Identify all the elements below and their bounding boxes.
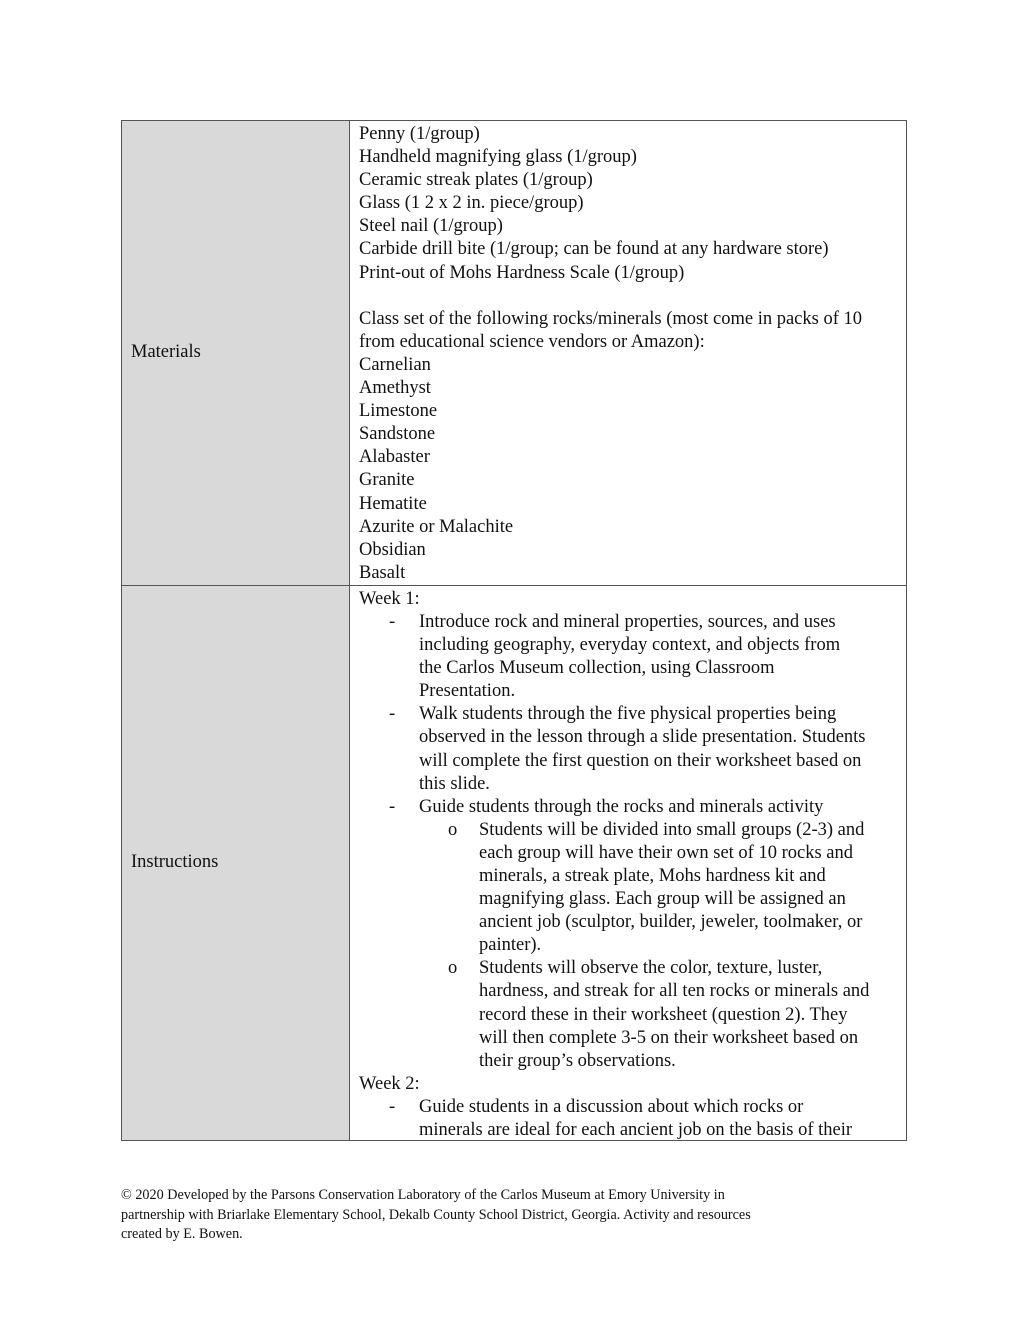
rock-item: Basalt <box>359 562 406 583</box>
week1-bullet-item <box>359 703 900 795</box>
sub-bullet-line: Students will be divided into small groups (2-3) and <box>479 819 865 840</box>
lesson-plan-table <box>121 120 907 1141</box>
footer-line: created by E. Bowen. <box>121 1226 243 1242</box>
week1-bullet-item <box>359 796 900 819</box>
supplies-list <box>359 123 900 285</box>
class-set-intro <box>359 308 900 354</box>
dash-bullet: - <box>389 1096 396 1117</box>
bullet-line: this slide. <box>419 773 490 794</box>
week1-bullet-item <box>359 611 900 703</box>
instructions-row <box>122 585 907 1140</box>
intro-line: from educational science vendors or Amazon): <box>359 331 705 352</box>
copyright-footer <box>121 1186 907 1245</box>
sub-bullet-line: will then complete 3-5 on their worksheet based on <box>479 1027 859 1048</box>
footer-line: partnership with Briarlake Elementary School, Dekalb County School District, Georgia. Activity and resources <box>121 1206 751 1223</box>
supply-item: Glass (1 2 x 2 in. piece/group) <box>359 193 584 214</box>
dash-bullet: - <box>389 704 396 725</box>
sub-bullet-line: each group will have their own set of 10 rocks and <box>479 842 854 863</box>
paragraph-gap <box>359 285 900 308</box>
circle-bullet: o <box>448 958 458 979</box>
supply-item: Carbide drill bite (1/group; can be found at any hardware store) <box>359 239 829 260</box>
rock-item: Obsidian <box>359 539 426 560</box>
week2-bullet-item <box>359 1096 900 1140</box>
bullet-line: including geography, everyday context, and objects from <box>419 635 841 656</box>
sub-bullet-line: magnifying glass. Each group will be assigned an <box>479 889 846 910</box>
bullet-line: will complete the first question on their worksheet based on <box>419 750 862 771</box>
rock-item: Sandstone <box>359 424 436 445</box>
rock-item: Limestone <box>359 401 438 422</box>
sub-bullet-line: record these in their worksheet (question 2). They <box>479 1004 848 1025</box>
supply-item: Penny (1/group) <box>359 124 480 144</box>
sub-bullet-line: painter). <box>479 935 542 956</box>
rocks-list <box>359 354 900 585</box>
bullet-line: observed in the lesson through a slide presentation. Students <box>419 727 866 748</box>
instructions-label: Instructions <box>122 585 350 1140</box>
week1-sub-bullet-item <box>359 957 900 1072</box>
week1-sub-bullet-item <box>359 819 900 958</box>
week1-heading: Week 1: <box>359 588 420 609</box>
materials-label: Materials <box>122 121 350 586</box>
circle-bullet: o <box>448 819 458 840</box>
sub-bullet-line: minerals, a streak plate, Mohs hardness kit and <box>479 866 826 886</box>
bullet-line: minerals are ideal for each ancient job on the basis of their <box>419 1120 853 1140</box>
instructions-body <box>359 588 900 1140</box>
sub-bullet-line: Students will observe the color, texture, luster, <box>479 958 823 979</box>
sub-bullet-line: hardness, and streak for all ten rocks or minerals and <box>479 981 870 1002</box>
bullet-line: Walk students through the five physical properties being <box>419 704 837 725</box>
instructions-content <box>350 585 907 1140</box>
supply-item: Steel nail (1/group) <box>359 216 503 237</box>
rock-item: Granite <box>359 470 415 491</box>
week2-heading: Week 2: <box>359 1073 420 1094</box>
dash-bullet: - <box>389 796 396 817</box>
rock-item: Carnelian <box>359 354 431 375</box>
materials-row <box>122 121 907 586</box>
supply-item: Ceramic streak plates (1/group) <box>359 170 593 191</box>
footer-line: © 2020 Developed by the Parsons Conservation Laboratory of the Carlos Museum at Emory University in <box>121 1187 725 1203</box>
bullet-line: Introduce rock and mineral properties, sources, and uses <box>419 611 836 632</box>
sub-bullet-line: their group’s observations. <box>479 1050 676 1071</box>
bullet-line: the Carlos Museum collection, using Classroom <box>419 658 775 679</box>
bullet-line: Guide students through the rocks and minerals activity <box>419 796 824 817</box>
materials-content <box>350 121 907 586</box>
rock-item: Azurite or Malachite <box>359 516 514 537</box>
bullet-line: Presentation. <box>419 681 516 702</box>
sub-bullet-line: ancient job (sculptor, builder, jeweler, toolmaker, or <box>479 912 863 933</box>
supply-item: Handheld magnifying glass (1/group) <box>359 147 637 168</box>
rock-item: Hematite <box>359 493 427 514</box>
rock-item: Amethyst <box>359 378 431 399</box>
intro-line: Class set of the following rocks/minerals (most come in packs of 10 <box>359 308 863 329</box>
rock-item: Alabaster <box>359 447 430 468</box>
supply-item: Print-out of Mohs Hardness Scale (1/group) <box>359 262 685 283</box>
bullet-line: Guide students in a discussion about which rocks or <box>419 1096 804 1117</box>
dash-bullet: - <box>389 611 396 632</box>
